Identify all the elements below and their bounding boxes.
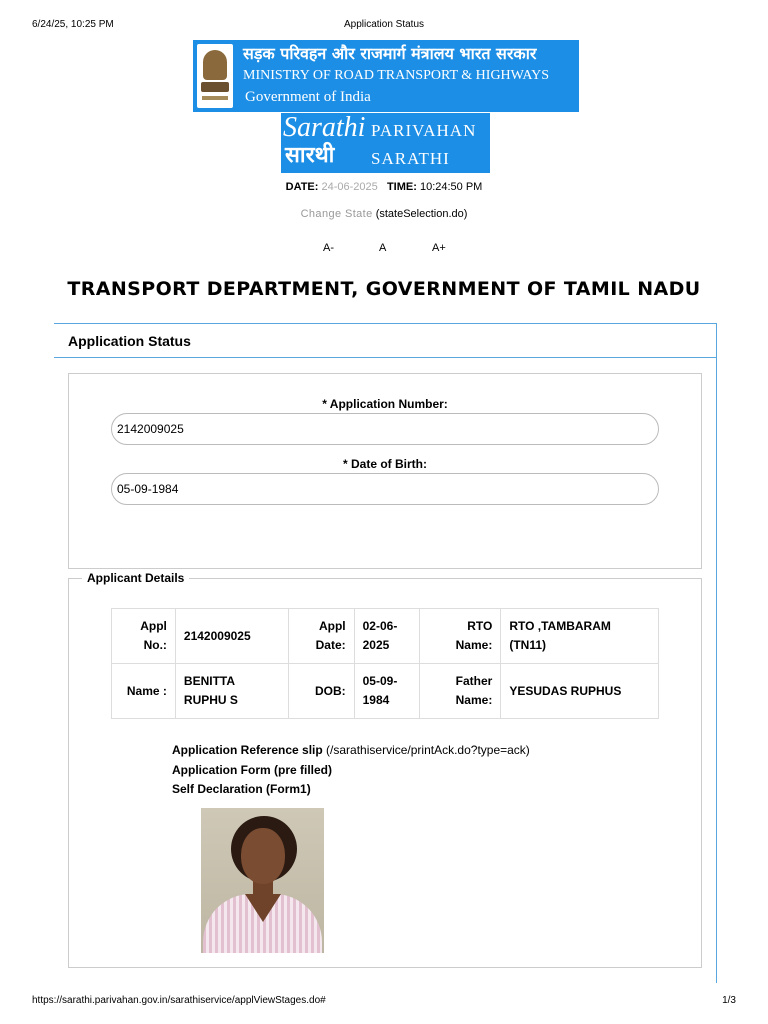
sarathi-logo-hindi: सारथी	[285, 143, 335, 168]
change-state-row	[0, 208, 768, 220]
application-form-link[interactable]: Application Form (pre filled)	[172, 762, 333, 777]
application-number-input[interactable]: 2142009025	[111, 413, 659, 445]
reference-slip-link[interactable]: Application Reference slip	[172, 743, 323, 757]
father-name-value: YESUDAS RUPHUS	[501, 664, 659, 719]
document-links	[172, 741, 530, 800]
time-value: 10:24:50 PM	[419, 181, 483, 193]
print-header	[32, 19, 736, 33]
applicant-photo	[201, 808, 324, 953]
print-page-url: https://sarathi.parivahan.gov.in/sarathiservice/applViewStages.do#	[32, 995, 326, 1006]
date-time-bar	[0, 181, 768, 193]
application-number-label: * Application Number:	[322, 397, 448, 411]
time-label: TIME:	[386, 181, 417, 193]
ministry-banner	[193, 40, 579, 112]
self-declaration-link[interactable]: Self Declaration (Form1)	[172, 782, 311, 796]
print-footer	[32, 995, 736, 1009]
change-state-link[interactable]: Change State	[300, 208, 373, 220]
sarathi-logo-banner[interactable]	[281, 113, 490, 173]
date-label: DATE:	[285, 181, 319, 193]
date-value: 24-06-2025	[321, 181, 378, 193]
table-row	[112, 664, 659, 719]
father-name-label: Father Name:	[419, 664, 501, 719]
font-normal-button[interactable]: A	[379, 242, 387, 254]
date-of-birth-input[interactable]: 05-09-1984	[111, 473, 659, 505]
appl-date-value: 02-06-2025	[354, 609, 419, 664]
print-timestamp: 6/24/25, 10:25 PM	[32, 19, 114, 30]
national-emblem-icon	[197, 44, 233, 108]
dob-value: 05-09-1984	[354, 664, 419, 719]
parivahan-text: PARIVAHAN	[371, 121, 477, 140]
ministry-name-english: MINISTRY OF ROAD TRANSPORT & HIGHWAYS	[243, 68, 550, 83]
rto-name-value: RTO ,TAMBARAM (TN11)	[501, 609, 659, 664]
government-of-india-text: Government of India	[245, 89, 371, 105]
panel-title: Application Status	[54, 324, 716, 358]
appl-no-label: Appl No.:	[112, 609, 176, 664]
ministry-name-hindi: सड़क परिवहन और राजमार्ग मंत्रालय भारत सरकार	[243, 44, 537, 63]
font-increase-button[interactable]: A+	[432, 242, 446, 254]
dob-label: DOB:	[288, 664, 354, 719]
applicant-details-legend: Applicant Details	[82, 571, 189, 585]
font-decrease-button[interactable]: A-	[323, 242, 334, 254]
date-of-birth-label: * Date of Birth:	[343, 457, 427, 471]
rto-name-label: RTO Name:	[419, 609, 501, 664]
appl-date-label: Appl Date:	[288, 609, 354, 664]
reference-slip-row	[172, 741, 530, 761]
applicant-details-table	[111, 608, 659, 719]
application-search-form	[68, 373, 702, 569]
print-page-number: 1/3	[722, 995, 736, 1006]
name-value: BENITTA RUPHU S	[175, 664, 288, 719]
appl-no-value: 2142009025	[175, 609, 288, 664]
font-size-controls	[0, 242, 768, 256]
sarathi-logo-english: Sarathi	[283, 112, 366, 143]
sarathi-text: SARATHI	[371, 149, 450, 168]
department-title: TRANSPORT DEPARTMENT, GOVERNMENT OF TAMIL NADU	[67, 278, 701, 300]
name-label: Name :	[112, 664, 176, 719]
table-row	[112, 609, 659, 664]
print-page-title: Application Status	[343, 19, 425, 30]
reference-slip-target: (/sarathiservice/printAck.do?type=ack)	[326, 743, 530, 757]
change-state-target: (stateSelection.do)	[375, 208, 468, 220]
